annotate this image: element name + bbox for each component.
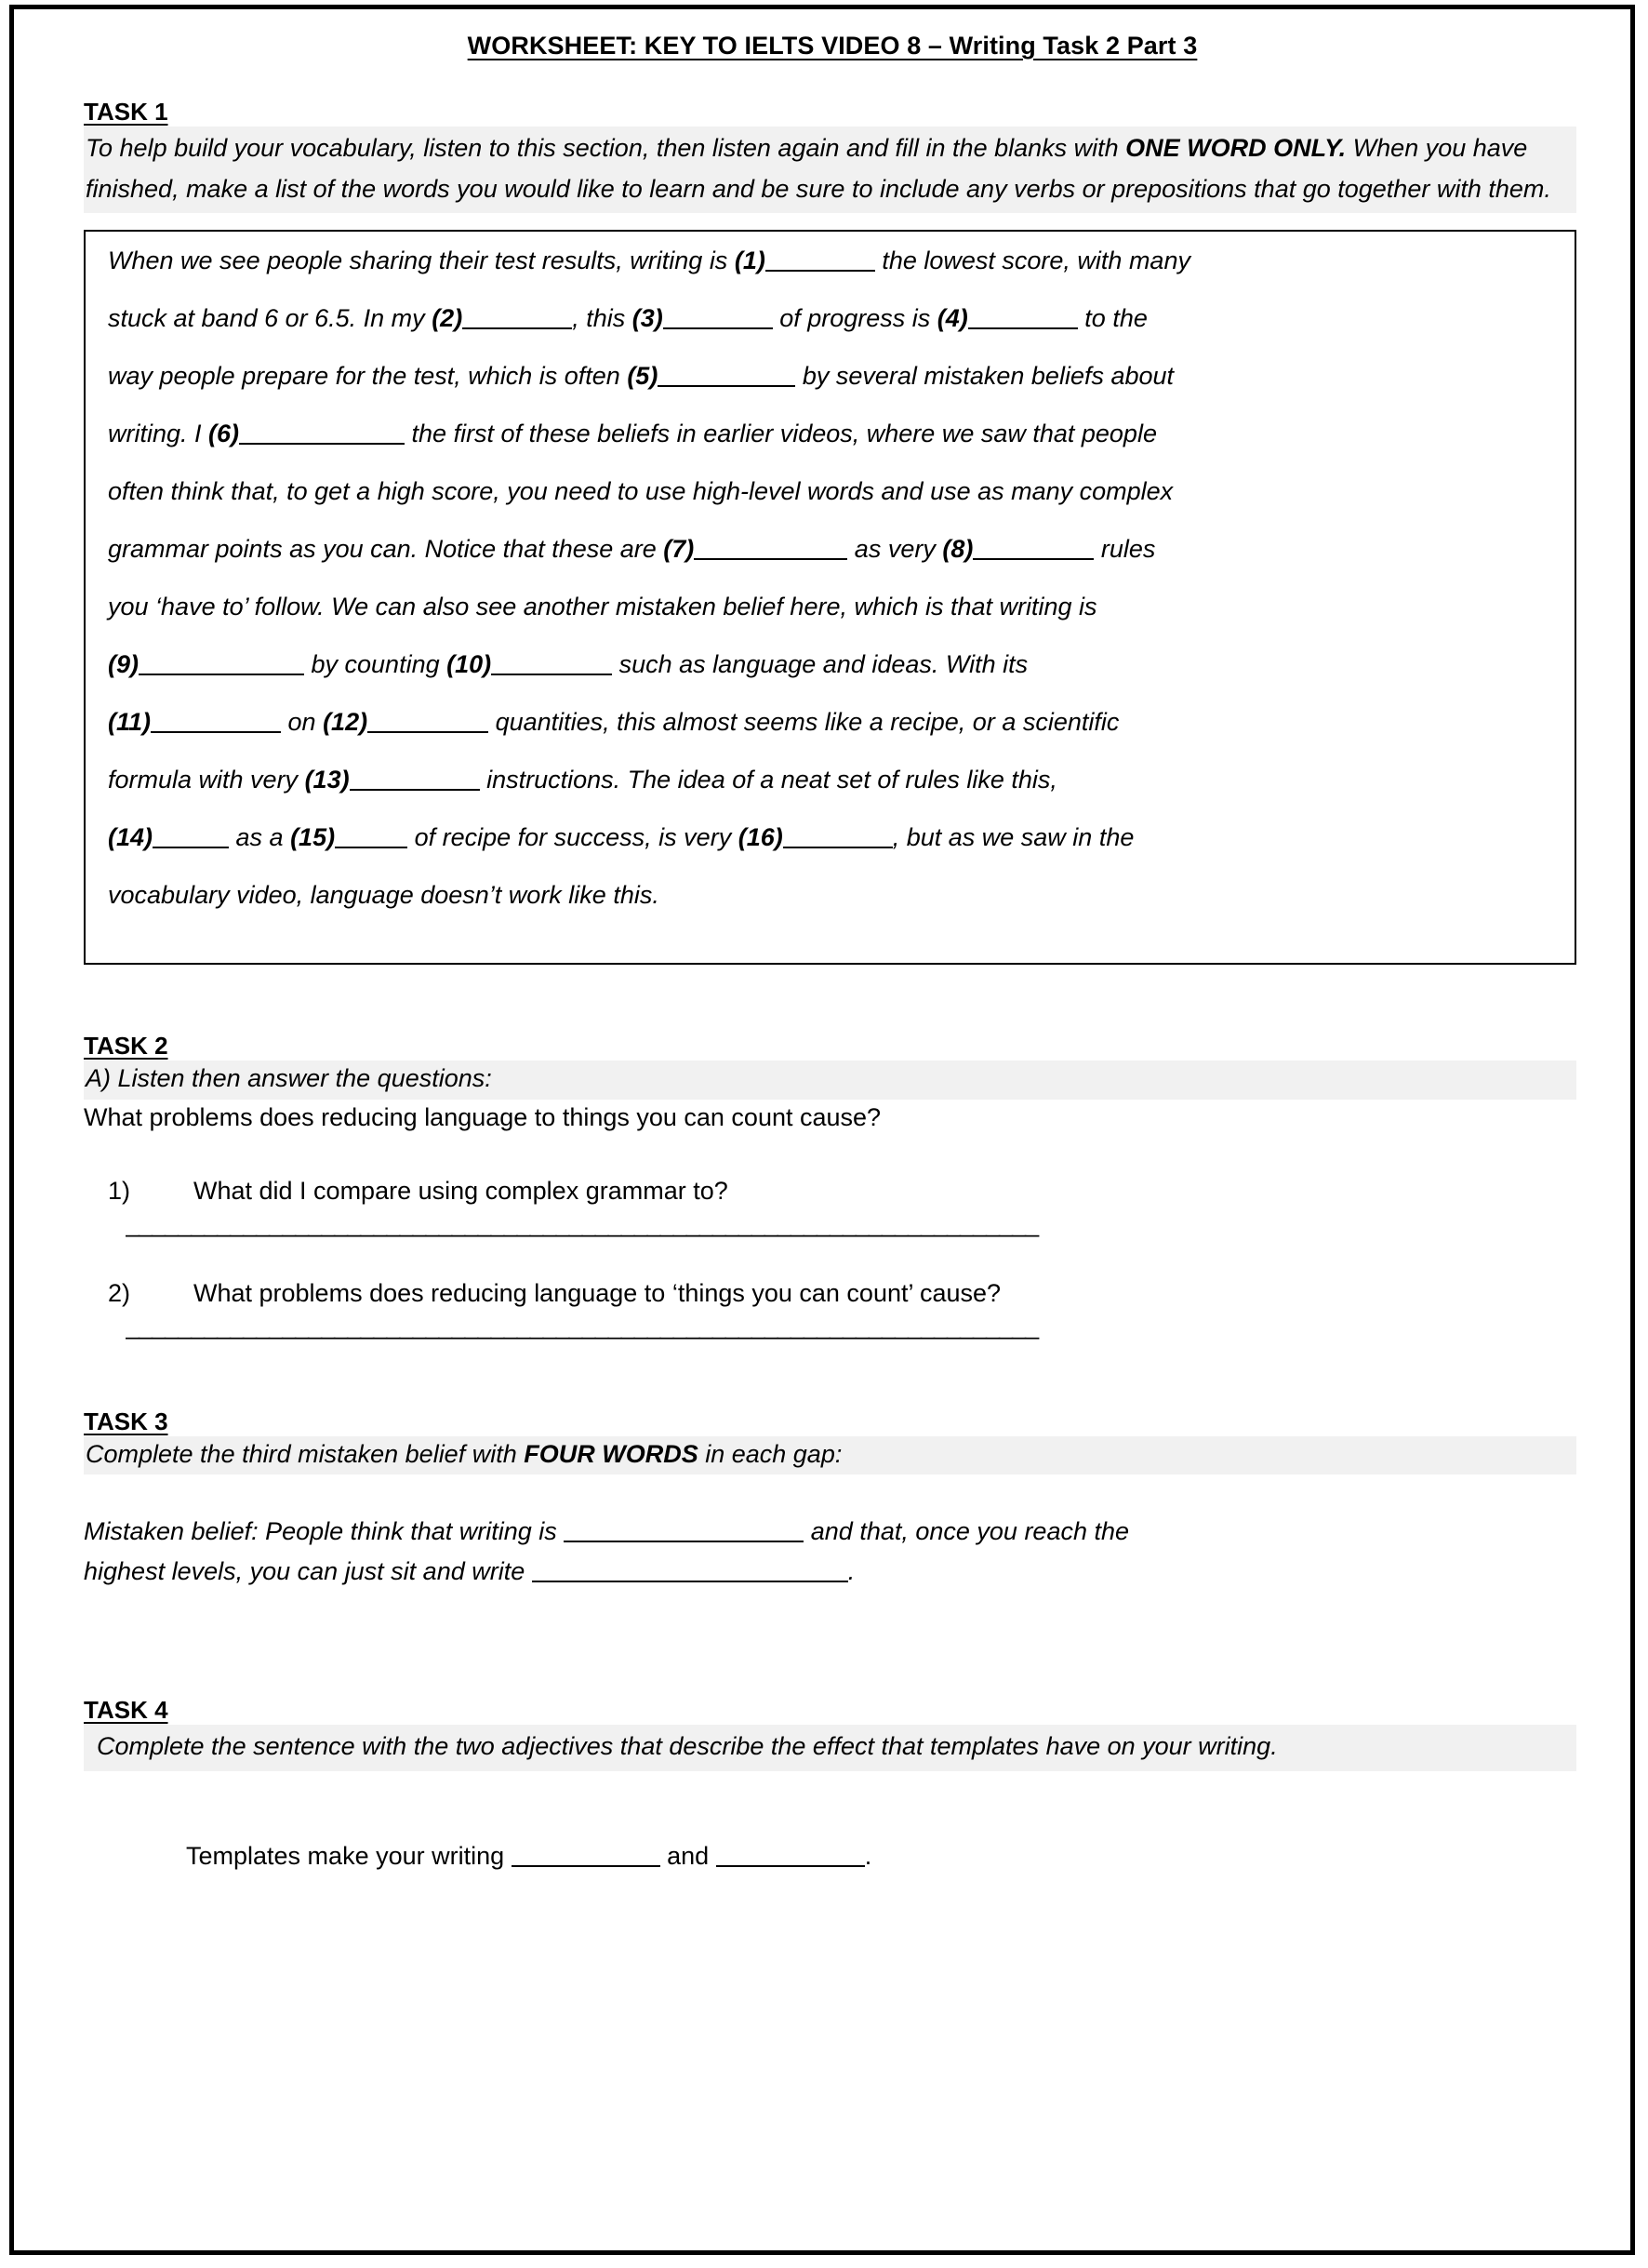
passage-blank[interactable]: [462, 327, 572, 329]
passage-gap-number: (6): [208, 420, 240, 448]
passage-text: stuck at band 6 or 6.5. In my: [108, 304, 432, 333]
passage-text: When we see people sharing their test results, writing is: [108, 247, 735, 275]
task-1-instruction-emphasis: ONE WORD ONLY.: [1125, 134, 1347, 162]
task-3-instruction-part2: in each gap:: [698, 1439, 843, 1468]
page-title-text: WORKSHEET: KEY TO IELTS VIDEO 8 – Writing Task 2 Part 3: [467, 32, 1198, 60]
passage-gap-number: (4): [937, 304, 968, 333]
passage-text: the first of these beliefs in earlier videos, where we saw that people: [405, 420, 1157, 448]
task-4-sentence-text-a: Templates make your writing: [186, 1842, 512, 1871]
passage-text: vocabulary video, language doesn’t work like this.: [108, 881, 659, 910]
task-2-question-1: [108, 1173, 1581, 1209]
task-1-passage-line: [108, 421, 1552, 479]
task-4-blank-2[interactable]: [716, 1865, 865, 1867]
passage-blank[interactable]: [139, 674, 304, 675]
task-1-instruction-part1: To help build your vocabulary, listen to this section, then listen again and fill in the blanks with: [86, 134, 1126, 162]
task-3-blank-2[interactable]: [532, 1581, 848, 1582]
passage-text: often think that, to get a high score, you need to use high-level words and use as many complex: [108, 477, 1174, 506]
passage-blank[interactable]: [153, 847, 229, 848]
passage-blank[interactable]: [973, 558, 1094, 560]
task-4-section: [84, 1696, 1581, 1874]
task-3-sentence-text-2b: .: [847, 1557, 856, 1586]
worksheet-page: [9, 5, 1635, 2255]
passage-text: by several mistaken beliefs about: [795, 362, 1175, 391]
task-3-sentence-text-1b: and that, once you reach the: [804, 1517, 1130, 1546]
task-2-answer-line-1[interactable]: ______________________________________________________________________: [126, 1208, 1039, 1237]
task-4-sentence-text-b: and: [659, 1842, 716, 1871]
task-3-sentence-line-1: [84, 1512, 1581, 1552]
task-2-label: TASK 2: [84, 1032, 168, 1061]
passage-text: by counting: [304, 650, 447, 679]
task-1-section: [84, 98, 1581, 965]
passage-text: such as language and ideas. With its: [612, 650, 1029, 679]
task-3-section: [84, 1407, 1581, 1592]
passage-gap-number: (16): [738, 823, 783, 852]
passage-blank[interactable]: [783, 847, 893, 848]
task-1-passage-line: [108, 710, 1552, 767]
passage-text: grammar points as you can. Notice that these are: [108, 535, 664, 564]
task-4-sentence: [186, 1838, 1581, 1874]
passage-text: way people prepare for the test, which is often: [108, 362, 628, 391]
passage-text: to the: [1077, 304, 1148, 333]
passage-blank[interactable]: [694, 558, 847, 560]
passage-blank[interactable]: [350, 789, 480, 791]
page-content: [84, 9, 1581, 2250]
task-2-question-1-text: What did I compare using complex grammar to?: [193, 1176, 728, 1205]
passage-gap-number: (3): [631, 304, 663, 333]
task-1-passage-line: [108, 652, 1552, 710]
passage-blank[interactable]: [663, 327, 773, 329]
task-4-sentence-text-c: .: [864, 1842, 872, 1871]
task-2-question-1-number: 1): [108, 1176, 131, 1205]
page-title: [84, 32, 1581, 60]
task-1-passage-line: [108, 825, 1552, 883]
task-3-label: TASK 3: [84, 1407, 168, 1435]
passage-gap-number: (14): [108, 823, 153, 852]
task-2-question-2-number: 2): [108, 1278, 131, 1307]
task-1-label: TASK 1: [84, 98, 168, 126]
passage-blank[interactable]: [658, 385, 795, 387]
passage-text: of progress is: [772, 304, 937, 333]
passage-gap-number: (10): [446, 650, 492, 679]
passage-text: , this: [572, 304, 632, 333]
passage-text: you ‘have to’ follow. We can also see another mistaken belief here, which is that writing is: [108, 593, 1097, 621]
task-2-section: [84, 1032, 1581, 1341]
passage-blank[interactable]: [491, 674, 612, 675]
passage-text: rules: [1094, 535, 1156, 564]
task-3-sentence-text-1a: Mistaken belief: People think that writing is: [84, 1517, 565, 1546]
task-1-instruction-part2: When you have finished, make a list of the words you would like to learn and be sure to include any verbs or prepositions that go together with them.: [86, 134, 1551, 203]
passage-text: writing. I: [108, 420, 209, 448]
task-2-question-2: [108, 1275, 1581, 1312]
passage-gap-number: (13): [304, 766, 350, 794]
passage-gap-number: (12): [323, 708, 368, 737]
task-4-blank-1[interactable]: [512, 1865, 660, 1867]
task-3-sentence-line-2: [84, 1552, 1581, 1592]
passage-gap-number: (5): [627, 362, 658, 391]
passage-blank[interactable]: [239, 443, 405, 445]
passage-text: , but as we saw in the: [892, 823, 1135, 852]
passage-gap-number: (2): [432, 304, 463, 333]
task-1-passage-line: [108, 594, 1552, 652]
task-1-passage: [108, 248, 1552, 941]
task-3-instruction-emphasis: FOUR WORDS: [524, 1439, 698, 1468]
task-3-instruction: [84, 1436, 1576, 1474]
passage-gap-number: (7): [663, 535, 695, 564]
passage-gap-number: (9): [108, 650, 139, 679]
passage-blank[interactable]: [367, 731, 488, 733]
task-4-label: TASK 4: [84, 1696, 168, 1725]
task-2-answer-line-2[interactable]: ______________________________________________________________________: [126, 1311, 1039, 1340]
task-4-instruction: Complete the sentence with the two adjectives that describe the effect that templates have on your writing.: [84, 1725, 1576, 1771]
task-3-sentence-text-2a: highest levels, you can just sit and write: [84, 1557, 532, 1586]
passage-text: quantities, this almost seems like a recipe, or a scientific: [488, 708, 1120, 737]
task-3-blank-1[interactable]: [564, 1541, 804, 1542]
task-2-instruction: A) Listen then answer the questions:: [84, 1061, 1576, 1099]
task-1-passage-line: [108, 479, 1552, 537]
passage-blank[interactable]: [151, 731, 281, 733]
passage-blank[interactable]: [968, 327, 1078, 329]
passage-gap-number: (8): [942, 535, 974, 564]
task-1-passage-line: [108, 537, 1552, 594]
passage-blank[interactable]: [335, 847, 407, 848]
passage-gap-number: (1): [734, 247, 765, 275]
task-1-instruction: [84, 127, 1576, 213]
task-1-passage-line: [108, 248, 1552, 306]
passage-gap-number: (15): [290, 823, 336, 852]
task-1-passage-line: [108, 306, 1552, 364]
passage-blank[interactable]: [765, 270, 875, 272]
task-1-passage-line: [108, 883, 1552, 941]
task-2-question-2-text: What problems does reducing language to ‘things you can count’ cause?: [193, 1278, 1002, 1307]
task-1-passage-box: [84, 230, 1576, 965]
passage-text: the lowest score, with many: [874, 247, 1190, 275]
task-3-instruction-part1: Complete the third mistaken belief with: [86, 1439, 525, 1468]
passage-text: formula with very: [108, 766, 305, 794]
task-1-passage-line: [108, 767, 1552, 825]
passage-text: as very: [847, 535, 943, 564]
passage-gap-number: (11): [108, 708, 152, 737]
passage-text: of recipe for success, is very: [407, 823, 738, 852]
task-2-lead-question: What problems does reducing language to things you can count cause?: [84, 1102, 882, 1131]
passage-text: on: [281, 708, 324, 737]
passage-text: as a: [229, 823, 291, 852]
passage-text: instructions. The idea of a neat set of rules like this,: [479, 766, 1057, 794]
task-1-passage-line: [108, 364, 1552, 421]
